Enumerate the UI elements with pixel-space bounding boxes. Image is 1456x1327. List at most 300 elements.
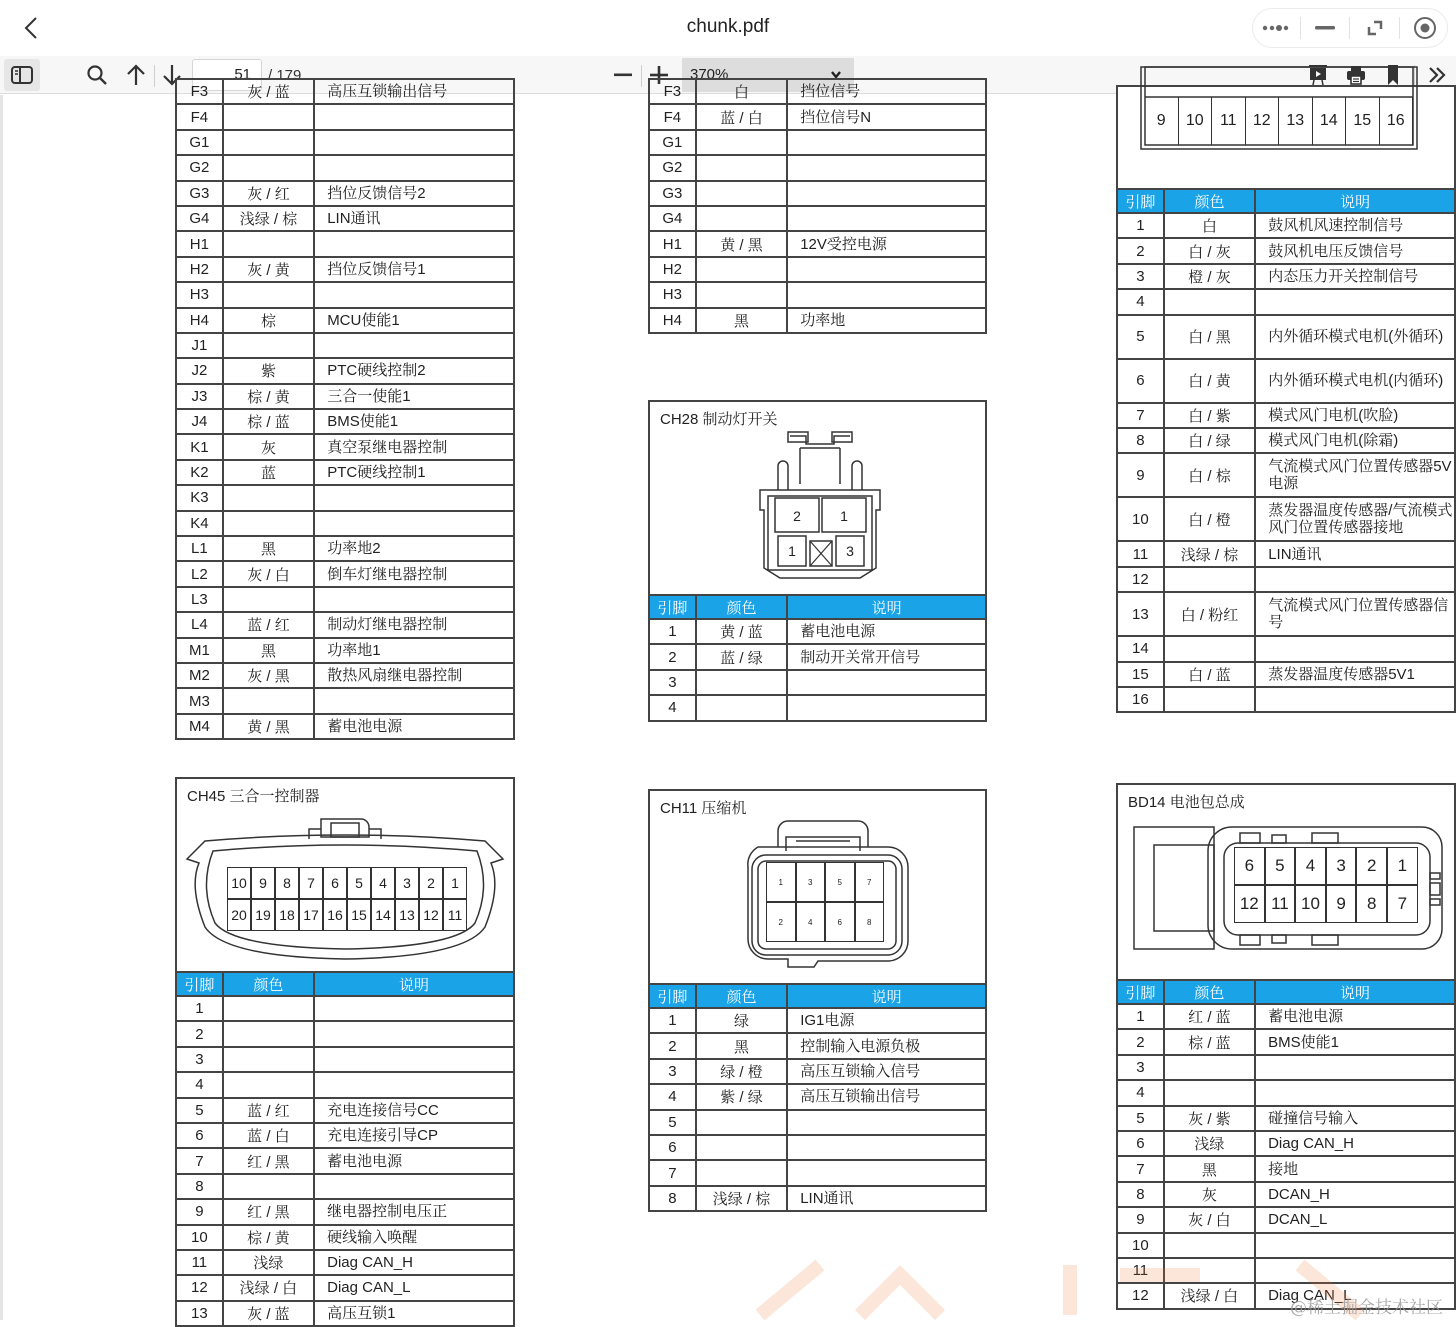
description-cell: 高压互锁输出信号 — [314, 79, 514, 104]
description-cell: Diag CAN_L — [1255, 1283, 1455, 1308]
connector-box-ch28 — [648, 400, 987, 595]
pin-label: 2 — [419, 867, 443, 899]
connector-box-bd14 — [1116, 783, 1456, 980]
pin-cell: 1 — [1117, 1004, 1164, 1029]
table-row — [649, 619, 986, 644]
description-cell: PTC硬线控制2 — [314, 358, 514, 383]
table-row — [176, 561, 514, 586]
pin-label: 2 — [766, 902, 796, 942]
table-row — [1117, 592, 1455, 636]
wire-color-cell — [223, 1021, 314, 1046]
pin-label: 1 — [443, 867, 467, 899]
header-color: 颜色 — [1164, 189, 1255, 213]
pin-label: 17 — [299, 899, 323, 931]
wire-color-cell: 灰 / 红 — [223, 181, 314, 206]
pin-cell: H2 — [649, 257, 696, 282]
connector-box-hvac — [1116, 85, 1456, 189]
table-row — [1117, 567, 1455, 592]
table-row — [176, 460, 514, 485]
pin-label: 6 — [825, 902, 855, 942]
description-cell: 气流模式风门位置传感器信号 — [1255, 592, 1455, 636]
pin-cell: 2 — [649, 644, 696, 669]
wire-color-cell: 浅绿 / 棕 — [1164, 541, 1255, 566]
description-cell — [787, 155, 986, 180]
description-cell: DCAN_L — [1255, 1207, 1455, 1232]
pin-cell: M2 — [176, 663, 223, 688]
wire-color-cell: 蓝 / 白 — [696, 104, 787, 129]
description-cell — [314, 104, 514, 129]
header-pin: 引脚 — [1117, 980, 1164, 1004]
wire-color-cell — [696, 130, 787, 155]
description-cell — [1255, 636, 1455, 661]
pin-label: 1 — [1387, 847, 1418, 885]
description-cell: 倒车灯继电器控制 — [314, 561, 514, 586]
pin-cell: 7 — [649, 1160, 696, 1185]
description-cell: 气流模式风门位置传感器5V电源 — [1255, 453, 1455, 497]
wire-color-cell — [696, 695, 787, 720]
pin-cell: J1 — [176, 333, 223, 358]
table-row — [176, 257, 514, 282]
wire-color-cell: 红 / 黑 — [223, 1148, 314, 1173]
connector-title: CH11 压缩机 — [660, 800, 747, 817]
pin-label: 6 — [1234, 847, 1265, 885]
header-color: 颜色 — [1164, 980, 1255, 1004]
pin-cell: 1 — [176, 996, 223, 1021]
description-cell — [787, 695, 986, 720]
close-button[interactable] — [1405, 12, 1445, 44]
table-row — [649, 130, 986, 155]
description-cell: 继电器控制电压正 — [314, 1199, 514, 1224]
description-cell — [1255, 687, 1455, 712]
zoom-out-icon — [614, 73, 632, 77]
wire-color-cell: 蓝 — [223, 460, 314, 485]
pin-row-bottom — [1145, 97, 1413, 145]
description-cell — [314, 1021, 514, 1046]
table-row — [176, 587, 514, 612]
table-row — [176, 79, 514, 104]
pin-cell: 1 — [649, 1008, 696, 1033]
wire-color-cell: 黑 — [696, 1033, 787, 1058]
wire-color-cell — [696, 1135, 787, 1160]
pin-cell: 11 — [1117, 1258, 1164, 1283]
pin-cell: H3 — [649, 282, 696, 307]
pin-label: 4 — [1295, 847, 1326, 885]
description-cell: 碰撞信号输入 — [1255, 1106, 1455, 1131]
wire-color-cell: 浅绿 / 白 — [1164, 1283, 1255, 1308]
table-row — [176, 308, 514, 333]
pin-cell: G4 — [176, 206, 223, 231]
table-row — [649, 1059, 986, 1084]
zoom-level-value: 370% — [690, 66, 729, 83]
pin-cell: M3 — [176, 688, 223, 713]
header-pin: 引脚 — [649, 595, 696, 619]
pin-label: 6 — [323, 867, 347, 899]
pin-cell: 12 — [176, 1275, 223, 1300]
wire-color-cell: 浅绿 / 白 — [223, 1275, 314, 1300]
wire-color-cell — [1164, 636, 1255, 661]
pin-label: 12 — [1234, 885, 1265, 923]
description-cell — [314, 996, 514, 1021]
window-controls — [1252, 8, 1448, 48]
wire-color-cell: 棕 / 黄 — [223, 1225, 314, 1250]
restore-button[interactable] — [1355, 12, 1395, 44]
pin-label: 3 — [395, 867, 419, 899]
pin-label: 13 — [395, 899, 419, 931]
wire-color-cell: 灰 — [1164, 1182, 1255, 1207]
pin-label: 16 — [323, 899, 347, 931]
table-row — [649, 695, 986, 720]
pin-label: 14 — [1313, 97, 1347, 145]
connector-title: CH28 制动灯开关 — [660, 411, 778, 428]
table-row — [1117, 1106, 1455, 1131]
connector-box-ch11 — [648, 789, 987, 984]
table-row — [1117, 1004, 1455, 1029]
description-cell — [314, 511, 514, 536]
pin-label: 4 — [796, 902, 826, 942]
pin-label: 18 — [275, 899, 299, 931]
description-cell: 内外循环模式电机(内循环) — [1255, 359, 1455, 403]
table-row — [1117, 359, 1455, 403]
pin-label: 3 — [1326, 847, 1357, 885]
table-row — [176, 282, 514, 307]
page-number-input[interactable]: 51 — [192, 59, 262, 91]
description-cell: 三合一使能1 — [314, 384, 514, 409]
description-cell: 12V受控电源 — [787, 231, 986, 256]
pin-cell: 3 — [1117, 264, 1164, 289]
connector-title: BD14 电池包总成 — [1128, 794, 1245, 811]
table-row — [1117, 289, 1455, 314]
table-row — [176, 104, 514, 129]
connector-title: CH45 三合一控制器 — [187, 788, 320, 805]
description-cell: 蒸发器温度传感器5V1 — [1255, 662, 1455, 687]
description-cell — [787, 1135, 986, 1160]
header-description: 说明 — [314, 972, 514, 996]
description-cell: 蓄电池电源 — [787, 619, 986, 644]
previous-page-button[interactable] — [122, 59, 150, 91]
header-description: 说明 — [1255, 980, 1455, 1004]
description-cell: 蓄电池电源 — [314, 714, 514, 739]
wire-color-cell — [223, 996, 314, 1021]
document-title: chunk.pdf — [686, 16, 770, 37]
table-row — [1117, 453, 1455, 497]
pin-label: 14 — [371, 899, 395, 931]
description-cell — [1255, 1080, 1455, 1105]
table-row — [649, 1084, 986, 1109]
sidebar-toggle-button[interactable] — [4, 59, 40, 91]
sidebar-toggle-icon — [11, 66, 33, 84]
pin-cell: 6 — [1117, 359, 1164, 403]
restore-icon — [1365, 18, 1385, 38]
pin-cell: 10 — [1117, 497, 1164, 541]
wire-color-cell — [223, 130, 314, 155]
pin-cell: H1 — [649, 231, 696, 256]
pin-cell: 13 — [176, 1301, 223, 1326]
table-row — [176, 409, 514, 434]
pin-cell: 3 — [649, 670, 696, 695]
wire-color-cell: 棕 / 蓝 — [1164, 1029, 1255, 1054]
pin-label: 10 — [227, 867, 251, 899]
table-row — [176, 1123, 514, 1148]
pin-label: 20 — [227, 899, 251, 931]
wire-color-cell — [1164, 687, 1255, 712]
wire-color-cell: 白 / 粉红 — [1164, 592, 1255, 636]
pin-cell: G2 — [176, 155, 223, 180]
pin-cell: F4 — [176, 104, 223, 129]
header-pin: 引脚 — [176, 972, 223, 996]
header-pin: 引脚 — [649, 984, 696, 1008]
wire-color-cell — [223, 1047, 314, 1072]
description-cell: Diag CAN_L — [314, 1275, 514, 1300]
wire-color-cell — [223, 282, 314, 307]
wire-color-cell — [223, 1174, 314, 1199]
pin-label: 9 — [251, 867, 275, 899]
pin-cell: 4 — [649, 695, 696, 720]
pin-cell: 4 — [1117, 289, 1164, 314]
wire-color-cell — [1164, 289, 1255, 314]
wire-color-cell: 紫 / 绿 — [696, 1084, 787, 1109]
pin-cell: 5 — [1117, 315, 1164, 359]
table-row — [176, 1275, 514, 1300]
pin-cell: 7 — [176, 1148, 223, 1173]
pin-cell: 12 — [1117, 1283, 1164, 1308]
pin-label: 3 — [796, 862, 826, 902]
table-row — [176, 1250, 514, 1275]
table-row — [176, 1199, 514, 1224]
table-row — [176, 511, 514, 536]
pin-cell: G3 — [176, 181, 223, 206]
wire-color-cell: 黑 — [223, 638, 314, 663]
wire-color-cell — [696, 181, 787, 206]
wire-color-cell: 灰 / 蓝 — [223, 1301, 314, 1326]
wire-color-cell: 黑 — [223, 536, 314, 561]
wire-color-cell: 红 / 黑 — [223, 1199, 314, 1224]
pin-cell: 6 — [1117, 1131, 1164, 1156]
pin-cell: J2 — [176, 358, 223, 383]
minimize-button[interactable] — [1305, 12, 1345, 44]
wire-color-cell: 白 / 黄 — [1164, 359, 1255, 403]
pin-label: 7 — [855, 862, 885, 902]
pin-label: 2 — [1356, 847, 1387, 885]
table-row — [176, 206, 514, 231]
description-cell: 充电连接引导CP — [314, 1123, 514, 1148]
pin-cell: F4 — [649, 104, 696, 129]
table-row — [1117, 238, 1455, 263]
description-cell: BMS使能1 — [314, 409, 514, 434]
table-row — [176, 612, 514, 637]
wire-color-cell: 黑 — [696, 308, 787, 333]
pin-cell: 10 — [1117, 1233, 1164, 1258]
pin-label: 13 — [1279, 97, 1313, 145]
table-row — [176, 1174, 514, 1199]
pin-label: 5 — [1265, 847, 1296, 885]
pin-cell: J4 — [176, 409, 223, 434]
divider — [154, 65, 155, 87]
header-description: 说明 — [787, 595, 986, 619]
double-chevron-right-icon — [1427, 65, 1447, 85]
description-cell — [787, 206, 986, 231]
pin-label: 12 — [1246, 97, 1280, 145]
description-cell — [787, 282, 986, 307]
pin-cell: 15 — [1117, 662, 1164, 687]
description-cell: MCU使能1 — [314, 308, 514, 333]
pin-label: 11 — [443, 899, 467, 931]
wire-color-cell — [1164, 1055, 1255, 1080]
description-cell: LIN通讯 — [787, 1186, 986, 1211]
table-row — [1117, 1156, 1455, 1181]
table-row — [649, 282, 986, 307]
description-cell: Diag CAN_H — [314, 1250, 514, 1275]
wire-color-cell: 浅绿 — [223, 1250, 314, 1275]
wire-color-cell — [696, 257, 787, 282]
pin-cell: 5 — [1117, 1106, 1164, 1131]
pin-cell: 11 — [1117, 541, 1164, 566]
description-cell — [787, 181, 986, 206]
pin-label: 19 — [251, 899, 275, 931]
pin-cell: H1 — [176, 231, 223, 256]
description-cell — [787, 1160, 986, 1185]
description-cell — [787, 1110, 986, 1135]
divider — [1349, 17, 1350, 39]
pin-cell: G1 — [176, 130, 223, 155]
pin-cell: K1 — [176, 434, 223, 459]
description-cell: LIN通讯 — [314, 206, 514, 231]
wire-color-cell: 绿 — [696, 1008, 787, 1033]
table-row — [649, 1008, 986, 1033]
pin-cell: 16 — [1117, 687, 1164, 712]
description-cell — [314, 587, 514, 612]
wire-color-cell — [223, 231, 314, 256]
pin-grid — [766, 862, 884, 942]
wire-color-cell: 灰 / 白 — [1164, 1207, 1255, 1232]
description-cell — [314, 1072, 514, 1097]
pin-cell: 3 — [649, 1059, 696, 1084]
pin-cell: 2 — [1117, 1029, 1164, 1054]
description-cell — [314, 1047, 514, 1072]
pin-cell: 3 — [176, 1047, 223, 1072]
description-cell — [314, 282, 514, 307]
pin-table-hvac — [1116, 188, 1456, 713]
wire-color-cell: 灰 / 黑 — [223, 663, 314, 688]
wire-color-cell: 棕 — [223, 308, 314, 333]
table-row — [176, 1301, 514, 1326]
description-cell: PTC硬线控制1 — [314, 460, 514, 485]
wire-color-cell: 棕 / 黄 — [223, 384, 314, 409]
pin-table-ch28 — [648, 594, 987, 722]
table-row — [176, 181, 514, 206]
wire-color-cell — [223, 511, 314, 536]
pin-cell: 9 — [176, 1199, 223, 1224]
wire-color-cell — [696, 1160, 787, 1185]
page-total: / 179 — [268, 67, 302, 84]
wire-color-cell — [223, 485, 314, 510]
description-cell: 高压互锁1 — [314, 1301, 514, 1326]
wire-color-cell: 黄 / 黑 — [223, 714, 314, 739]
table-row — [176, 638, 514, 663]
pin-label: 5 — [825, 862, 855, 902]
wire-color-cell: 黄 / 黑 — [696, 231, 787, 256]
table-row — [1117, 1029, 1455, 1054]
wire-color-cell — [223, 688, 314, 713]
zoom-out-button[interactable] — [610, 59, 636, 91]
wire-color-cell: 白 / 紫 — [1164, 403, 1255, 428]
table-row — [1117, 403, 1455, 428]
wire-color-cell: 白 — [1164, 213, 1255, 238]
table-row — [649, 1033, 986, 1058]
pin-label: 15 — [1346, 97, 1380, 145]
table-row — [176, 1047, 514, 1072]
pin-cell: K4 — [176, 511, 223, 536]
description-cell — [1255, 567, 1455, 592]
wire-color-cell: 白 / 绿 — [1164, 428, 1255, 453]
search-button[interactable] — [82, 59, 112, 91]
wire-color-cell: 蓝 / 红 — [223, 612, 314, 637]
wire-color-cell: 浅绿 / 棕 — [223, 206, 314, 231]
table-row — [1117, 662, 1455, 687]
pin-label: 2 — [793, 508, 801, 524]
header-pin: 引脚 — [1117, 189, 1164, 213]
pin-cell: L1 — [176, 536, 223, 561]
table-row — [1117, 1080, 1455, 1105]
pin-cell: 11 — [176, 1250, 223, 1275]
more-options-button[interactable] — [1255, 12, 1295, 44]
description-cell — [314, 333, 514, 358]
wire-color-cell: 灰 / 紫 — [1164, 1106, 1255, 1131]
pin-cell: 9 — [1117, 1207, 1164, 1232]
table-row — [1117, 1207, 1455, 1232]
pin-label: 15 — [347, 899, 371, 931]
description-cell — [787, 130, 986, 155]
description-cell: 模式风门电机(吹脸) — [1255, 403, 1455, 428]
pin-label: 8 — [275, 867, 299, 899]
description-cell: 内态压力开关控制信号 — [1255, 264, 1455, 289]
pin-label: 1 — [788, 543, 796, 559]
wire-color-cell: 棕 / 蓝 — [223, 409, 314, 434]
pin-cell: 1 — [649, 619, 696, 644]
table-row — [176, 1098, 514, 1123]
description-cell — [314, 688, 514, 713]
pin-cell: 13 — [1117, 592, 1164, 636]
wire-color-cell: 蓝 / 红 — [223, 1098, 314, 1123]
pin-cell: M4 — [176, 714, 223, 739]
wire-color-cell: 白 / 橙 — [1164, 497, 1255, 541]
wire-color-cell: 白 / 蓝 — [1164, 662, 1255, 687]
table-row — [176, 1021, 514, 1046]
pin-cell: 12 — [1117, 567, 1164, 592]
description-cell: LIN通讯 — [1255, 541, 1455, 566]
description-cell: 挡位信号N — [787, 104, 986, 129]
wire-color-cell: 橙 / 灰 — [1164, 264, 1255, 289]
pin-cell: 14 — [1117, 636, 1164, 661]
wire-color-cell: 白 / 黑 — [1164, 315, 1255, 359]
pin-label: 4 — [371, 867, 395, 899]
pin-label: 9 — [1145, 97, 1179, 145]
description-cell — [1255, 289, 1455, 314]
pin-label: 10 — [1179, 97, 1213, 145]
wire-color-cell: 灰 / 白 — [223, 561, 314, 586]
wire-color-cell: 红 / 蓝 — [1164, 1004, 1255, 1029]
pin-label: 1 — [840, 508, 848, 524]
wire-color-cell: 灰 — [223, 434, 314, 459]
description-cell: 挡位反馈信号1 — [314, 257, 514, 282]
description-cell: 挡位反馈信号2 — [314, 181, 514, 206]
description-cell: 高压互锁输出信号 — [787, 1084, 986, 1109]
description-cell: 鼓风机风速控制信号 — [1255, 213, 1455, 238]
description-cell — [1255, 1055, 1455, 1080]
description-cell: BMS使能1 — [1255, 1029, 1455, 1054]
wire-color-cell — [223, 587, 314, 612]
divider — [1414, 65, 1415, 87]
wire-color-cell: 蓝 / 绿 — [696, 644, 787, 669]
